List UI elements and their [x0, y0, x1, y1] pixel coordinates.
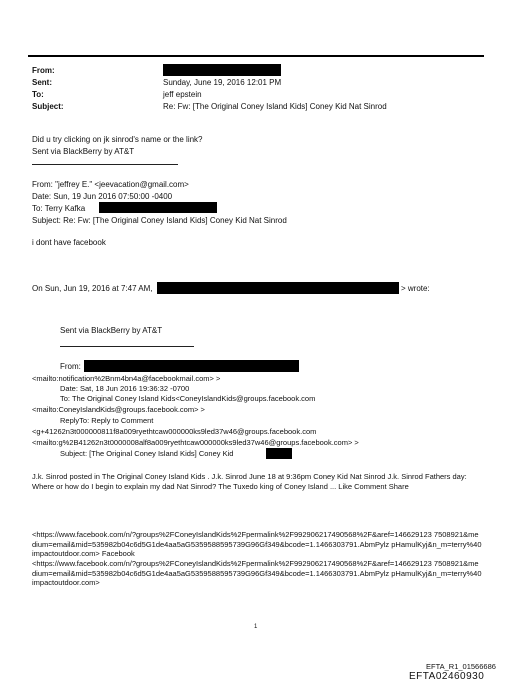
separator-rule [32, 164, 178, 165]
sent-label: Sent: [32, 78, 52, 87]
facebook-link-2[interactable]: <https://www.facebook.com/n/?groups%2FConeyIslandKids%2Fpermalink%2F992906217490568%2F&aref=146629123 7508921&medium=email&mid=535982b04c6d5G1de4aa5aG5359588595739G96Gf349&bcode=1.1466303791.AbmPylz pHamulKyj&n_m=terry%40impactoutdoor.com> [32, 559, 482, 588]
redaction-wrote [157, 282, 399, 294]
msg3-wrote-suffix: > wrote: [401, 284, 430, 293]
efta-ref-1: EFTA_R1_01566686 [426, 662, 496, 671]
msg2-subject: Subject: Re: Fw: [The Original Coney Island Kids] Coney Kid Nat Sinrod [32, 216, 287, 225]
redaction-to [99, 202, 217, 213]
redaction-fwd-from [84, 360, 299, 372]
fwd-replyto: ReplyTo: Reply to Comment [60, 416, 154, 425]
sent-value: Sunday, June 19, 2016 12:01 PM [163, 78, 282, 87]
fwd-g1: <g+41262n3t000000811f8a009ryethtcaw000000ks9led37w46@groups.facebook.com [32, 427, 317, 436]
to-value: jeff epstein [163, 90, 202, 99]
redaction-subject [266, 448, 292, 459]
msg1-line1: Did u try clicking on jk sinrod's name or the link? [32, 135, 203, 144]
from-label: From: [32, 66, 55, 75]
subject-value: Re: Fw: [The Original Coney Island Kids] Coney Kid Nat Sinrod [163, 102, 387, 111]
msg3-sent-via: Sent via BlackBerry by AT&T [60, 326, 163, 335]
redaction-from [163, 64, 281, 76]
efta-ref-2: EFTA02460930 [409, 671, 485, 682]
msg2-from: From: "jeffrey E." <jeevacation@gmail.com> [32, 180, 189, 189]
to-label: To: [32, 90, 44, 99]
fwd-mailto2: <mailto:ConeyIslandKids@groups.facebook.com> > [32, 405, 205, 414]
fwd-from-label: From: [60, 362, 81, 371]
subject-label: Subject: [32, 102, 64, 111]
msg2-to: To: Terry Kafka [32, 204, 86, 213]
page-number: 1 [254, 624, 258, 630]
fwd-g2: <mailto:g%2B41262n3t0000008alf8a009ryethtcaw000000ks9led37w46@groups.facebook.com> > [32, 438, 359, 447]
msg2-date: Date: Sun, 19 Jun 2016 07:50:00 -0400 [32, 192, 173, 201]
msg3-wrote-prefix: On Sun, Jun 19, 2016 at 7:47 AM, [32, 284, 153, 293]
post-text: J.k. Sinrod posted in The Original Coney Island Kids . J.k. Sinrod June 18 at 9:36pm Coney Kid Nat Sinrod J.k. Sinrod Fathers day: Where or how do I begin to explain my dad Nat Sinrod? The Tuxedo king of Coney Island ... Like Comment Share [32, 472, 467, 491]
separator-rule-2 [60, 346, 194, 347]
fwd-mailto1: <mailto:notification%2Bnm4bn4a@facebookmail.com> > [32, 374, 221, 383]
fwd-subject: Subject: [The Original Coney Island Kids] Coney Kid [60, 449, 234, 458]
header-top-rule [28, 55, 484, 57]
fwd-to: To: The Original Coney Island Kids<ConeyIslandKids@groups.facebook.com [60, 394, 316, 403]
msg1-line2: Sent via BlackBerry by AT&T [32, 147, 135, 156]
msg2-body: i dont have facebook [32, 238, 106, 247]
fwd-date: Date: Sat, 18 Jun 2016 19:36:32 -0700 [60, 384, 190, 393]
facebook-link-1[interactable]: <https://www.facebook.com/n/?groups%2FConeyIslandKids%2Fpermalink%2F992906217490568%2F&aref=146629123 7508921&medium=email&mid=535982b04c6d5G1de4aa5aG5359588595739G96Gf349&bcode=1.1466303791.AbmPylz pHamulKyj&n_m=terry%40impactoutdoor.com> Facebook [32, 530, 482, 559]
